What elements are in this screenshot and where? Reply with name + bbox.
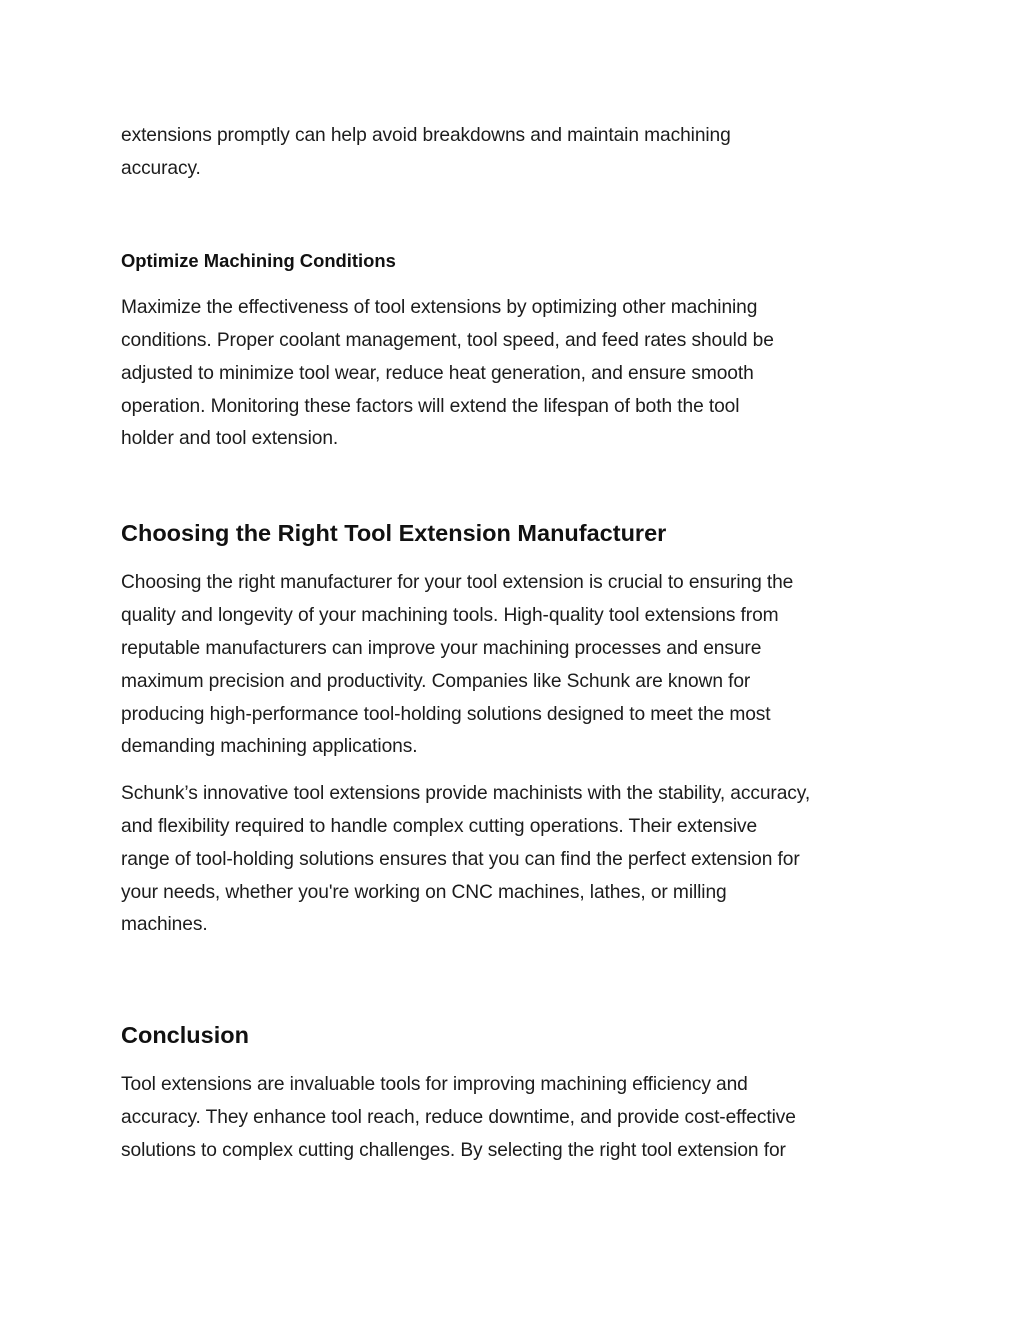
intro-line-1: extensions promptly can help avoid breakdowns and maintain machining [121,125,731,146]
manufacturer-p1-line-3: reputable manufacturers can improve your machining processes and ensure [121,638,762,659]
conclusion-line-2: accuracy. They enhance tool reach, reduce downtime, and provide cost-effective [121,1107,796,1128]
optimize-line-2: conditions. Proper coolant management, tool speed, and feed rates should be [121,330,774,351]
conclusion-line-3: solutions to complex cutting challenges. By selecting the right tool extension for [121,1140,786,1161]
manufacturer-p1-line-2: quality and longevity of your machining tools. High-quality tool extensions from [121,605,779,626]
conclusion-line-1: Tool extensions are invaluable tools for improving machining efficiency and [121,1074,748,1095]
intro-line-2: accuracy. [121,158,201,179]
manufacturer-p1-line-4: maximum precision and productivity. Companies like Schunk are known for [121,671,751,692]
manufacturer-p1-line-1: Choosing the right manufacturer for your tool extension is crucial to ensuring the [121,572,794,593]
manufacturer-p1-line-6: demanding machining applications. [121,736,418,757]
optimize-line-4: operation. Monitoring these factors will extend the lifespan of both the tool [121,396,740,417]
optimize-line-3: adjusted to minimize tool wear, reduce heat generation, and ensure smooth [121,363,754,384]
optimize-line-5: holder and tool extension. [121,428,339,449]
manufacturer-p2-line-2: and flexibility required to handle complex cutting operations. Their extensive [121,816,758,837]
manufacturer-p2-line-3: range of tool-holding solutions ensures that you can find the perfect extension for [121,849,800,870]
optimize-heading: Optimize Machining Conditions [121,250,396,271]
manufacturer-heading: Choosing the Right Tool Extension Manufacturer [121,520,667,546]
conclusion-heading: Conclusion [121,1022,249,1048]
optimize-line-1: Maximize the effectiveness of tool extensions by optimizing other machining [121,297,758,318]
manufacturer-p2-line-4: your needs, whether you're working on CNC machines, lathes, or milling [121,882,727,903]
manufacturer-p2-line-1: Schunk’s innovative tool extensions provide machinists with the stability, accuracy, [121,783,811,804]
manufacturer-p1-line-5: producing high-performance tool-holding solutions designed to meet the most [121,704,771,725]
manufacturer-p2-line-5: machines. [121,914,208,935]
